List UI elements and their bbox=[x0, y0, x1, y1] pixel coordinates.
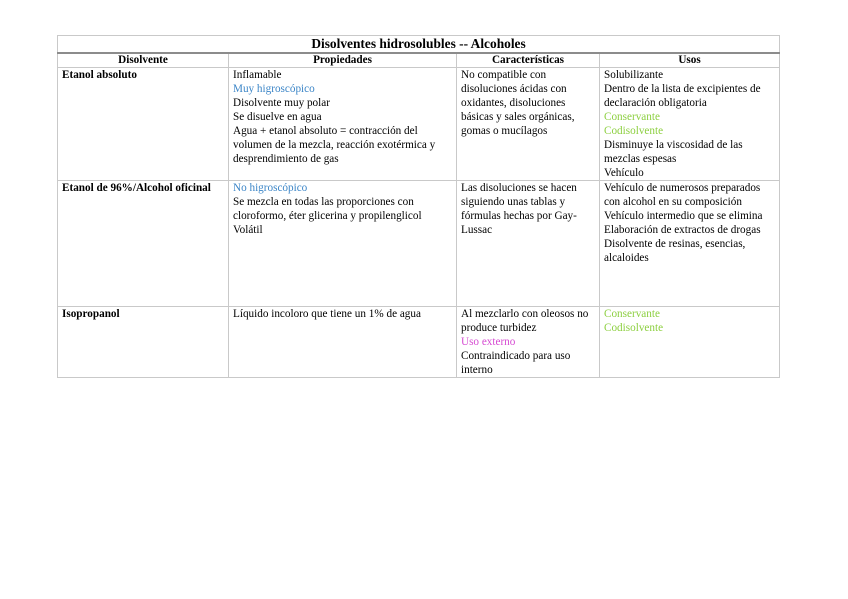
characteristic-line: No compatible con disoluciones ácidas con oxidantes, disoluciones básicas y sales orgánicas, gomas o mucílagos bbox=[461, 69, 575, 137]
property-line: Inflamable bbox=[233, 69, 282, 81]
property-line: Se disuelve en agua bbox=[233, 111, 322, 123]
use-line: Solubilizante bbox=[604, 69, 664, 81]
characteristic-line: Las disoluciones se hacen siguiendo unas tablas y fórmulas hechas por Gay-Lussac bbox=[461, 182, 577, 236]
use-line: Conservante bbox=[604, 308, 660, 320]
use-line: Disolvente de resinas, esencias, alcaloides bbox=[604, 238, 746, 264]
use-line: Dentro de la lista de excipientes de declaración obligatoria bbox=[604, 83, 761, 109]
solvents-table bbox=[57, 35, 780, 378]
table-row bbox=[58, 307, 780, 378]
header-propiedades: Propiedades bbox=[229, 53, 457, 68]
header-caracteristicas: Características bbox=[457, 53, 600, 68]
property-line: Se mezcla en todas las proporciones con cloroformo, éter glicerina y propilenglicol bbox=[233, 196, 422, 222]
property-line: Líquido incoloro que tiene un 1% de agua bbox=[233, 308, 421, 320]
uses-cell bbox=[600, 68, 780, 181]
table-row bbox=[58, 181, 780, 307]
characteristic-line: Al mezclarlo con oleosos no produce turbidez bbox=[461, 308, 589, 334]
property-line: Disolvente muy polar bbox=[233, 97, 330, 109]
use-line: Codisolvente bbox=[604, 125, 664, 137]
table-title: Disolventes hidrosolubles -- Alcoholes bbox=[58, 36, 780, 54]
solvent-name: Etanol absoluto bbox=[58, 68, 229, 181]
use-line: Vehículo intermedio que se elimina bbox=[604, 210, 763, 222]
uses-cell bbox=[600, 181, 780, 307]
properties-cell bbox=[229, 307, 457, 378]
uses-cell bbox=[600, 307, 780, 378]
solvent-name: Etanol de 96%/Alcohol oficinal bbox=[58, 181, 229, 307]
use-line: Vehículo bbox=[604, 167, 644, 179]
solvent-name: Isopropanol bbox=[58, 307, 229, 378]
characteristics-cell bbox=[457, 181, 600, 307]
property-line: Agua + etanol absoluto = contracción del volumen de la mezcla, reacción exotérmica y desprendimiento de gas bbox=[233, 125, 436, 165]
table-row bbox=[58, 68, 780, 181]
characteristics-cell bbox=[457, 307, 600, 378]
header-disolvente: Disolvente bbox=[58, 53, 229, 68]
use-line: Conservante bbox=[604, 111, 660, 123]
property-line: Muy higroscópico bbox=[233, 83, 315, 95]
property-line: Volátil bbox=[233, 224, 263, 236]
use-line: Elaboración de extractos de drogas bbox=[604, 224, 761, 236]
use-line: Vehículo de numerosos preparados con alcohol en su composición bbox=[604, 182, 761, 208]
property-line: No higroscópico bbox=[233, 182, 308, 194]
characteristic-line: Contraindicado para uso interno bbox=[461, 350, 571, 376]
use-line: Codisolvente bbox=[604, 322, 664, 334]
properties-cell bbox=[229, 68, 457, 181]
characteristic-line: Uso externo bbox=[461, 336, 516, 348]
properties-cell bbox=[229, 181, 457, 307]
characteristics-cell bbox=[457, 68, 600, 181]
header-usos: Usos bbox=[600, 53, 780, 68]
use-line: Disminuye la viscosidad de las mezclas espesas bbox=[604, 139, 743, 165]
